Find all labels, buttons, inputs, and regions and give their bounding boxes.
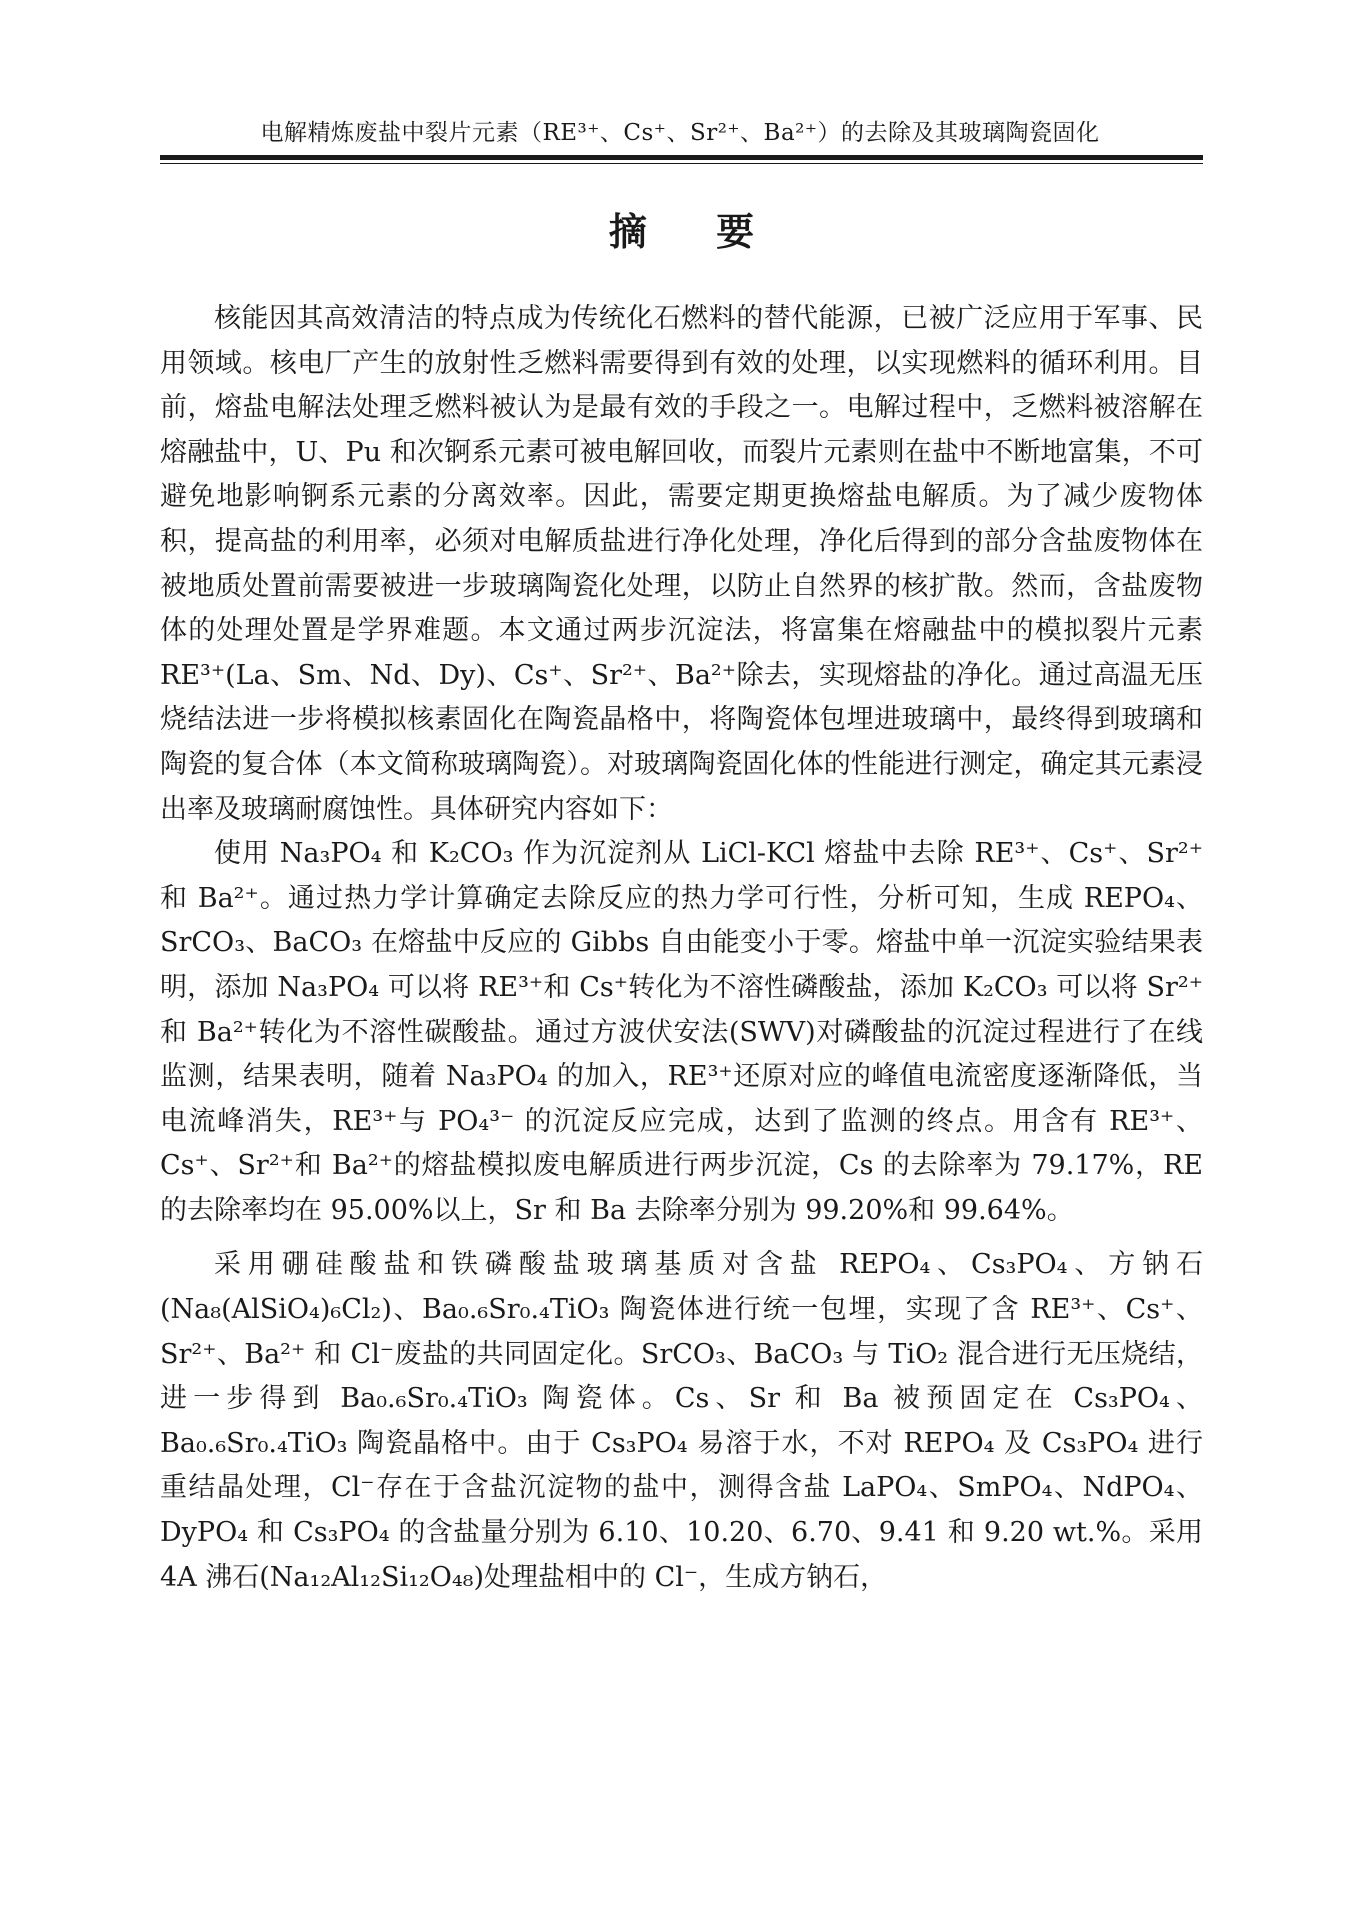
paragraph-1: 核能因其高效清洁的特点成为传统化石燃料的替代能源，已被广泛应用于军事、民用领域。核电厂产生的放射性乏燃料需要得到有效的处理，以实现燃料的循环利用。目前，熔盐电解法处理乏燃料被认为是最有效的手段之一。电解过程中，乏燃料被溶解在熔融盐中，U、Pu 和次锕系元素可被电解回收，而裂片元素则在盐中不断地富集，不可避免地影响锕系元素的分离效率。因此，需要定期更换熔盐电解质。为了减少废物体积，提高盐的利用率，必须对电解质盐进行净化处理，净化后得到的部分含盐废物体在被地质处置前需要被进一步玻璃陶瓷化处理，以防止自然界的核扩散。然而，含盐废物体的处理处置是学界难题。本文通过两步沉淀法，将富集在熔融盐中的模拟裂片元素 RE³⁺(La、Sm、Nd、Dy)、Cs⁺、Sr²⁺、Ba²⁺除去，实现熔盐的净化。通过高温无压烧结法进一步将模拟核素固化在陶瓷晶格中，将陶瓷体包埋进玻璃中，最终得到玻璃和陶瓷的复合体（本文简称玻璃陶瓷）。对玻璃陶瓷固化体的性能进行测定，确定其元素浸出率及玻璃耐腐蚀性。具体研究内容如下： [160,303,1203,825]
running-header: 电解精炼废盐中裂片元素（RE³⁺、Cs⁺、Sr²⁺、Ba²⁺）的去除及其玻璃陶瓷固化 [260,120,1100,146]
abstract-title: 摘 要 [608,209,783,254]
paragraph-3: 采用硼硅酸盐和铁磷酸盐玻璃基质对含盐 REPO₄、Cs₃PO₄、方钠石(Na₈(AlSiO₄)₆Cl₂)、Ba₀.₆Sr₀.₄TiO₃ 陶瓷体进行统一包埋，实现了含 RE³⁺、Cs⁺、Sr²⁺、Ba²⁺ 和 Cl⁻废盐的共同固定化。SrCO₃、BaCO₃ 与 TiO₂ 混合进行无压烧结，进一步得到 Ba₀.₆Sr₀.₄TiO₃ 陶瓷体。Cs、Sr 和 Ba 被预固定在 Cs₃PO₄、Ba₀.₆Sr₀.₄TiO₃ 陶瓷晶格中。由于 Cs₃PO₄ 易溶于水，不对 REPO₄ 及 Cs₃PO₄ 进行重结晶处理，Cl⁻存在于含盐沉淀物的盐中，测得含盐 LaPO₄、SmPO₄、NdPO₄、DyPO₄ 和 Cs₃PO₄ 的含盐量分别为 6.10、10.20、6.70、9.41 和 9.20 wt.%。采用 4A 沸石(Na₁₂Al₁₂Si₁₂O₄₈)处理盐相中的 Cl⁻，生成方钠石， [160,1249,1203,1593]
paragraph-2: 使用 Na₃PO₄ 和 K₂CO₃ 作为沉淀剂从 LiCl-KCl 熔盐中去除 RE³⁺、Cs⁺、Sr²⁺和 Ba²⁺。通过热力学计算确定去除反应的热力学可行性，分析可知，生成 REPO₄、SrCO₃、BaCO₃ 在熔盐中反应的 Gibbs 自由能变小于零。熔盐中单一沉淀实验结果表明，添加 Na₃PO₄ 可以将 RE³⁺和 Cs⁺转化为不溶性磷酸盐，添加 K₂CO₃ 可以将 Sr²⁺和 Ba²⁺转化为不溶性碳酸盐。通过方波伏安法(SWV)对磷酸盐的沉淀过程进行了在线监测，结果表明，随着 Na₃PO₄ 的加入，RE³⁺还原对应的峰值电流密度逐渐降低，当电流峰消失，RE³⁺与 PO₄³⁻ 的沉淀反应完成，达到了监测的终点。用含有 RE³⁺、Cs⁺、Sr²⁺和 Ba²⁺的熔盐模拟废电解质进行两步沉淀，Cs 的去除率为 79.17%，RE 的去除率均在 95.00%以上，Sr 和 Ba 去除率分别为 99.20%和 99.64%。 [160,838,1203,1226]
header-rule-thick [160,155,1203,160]
abstract-body [160,297,1203,1600]
header-rule-thin [160,163,1203,164]
